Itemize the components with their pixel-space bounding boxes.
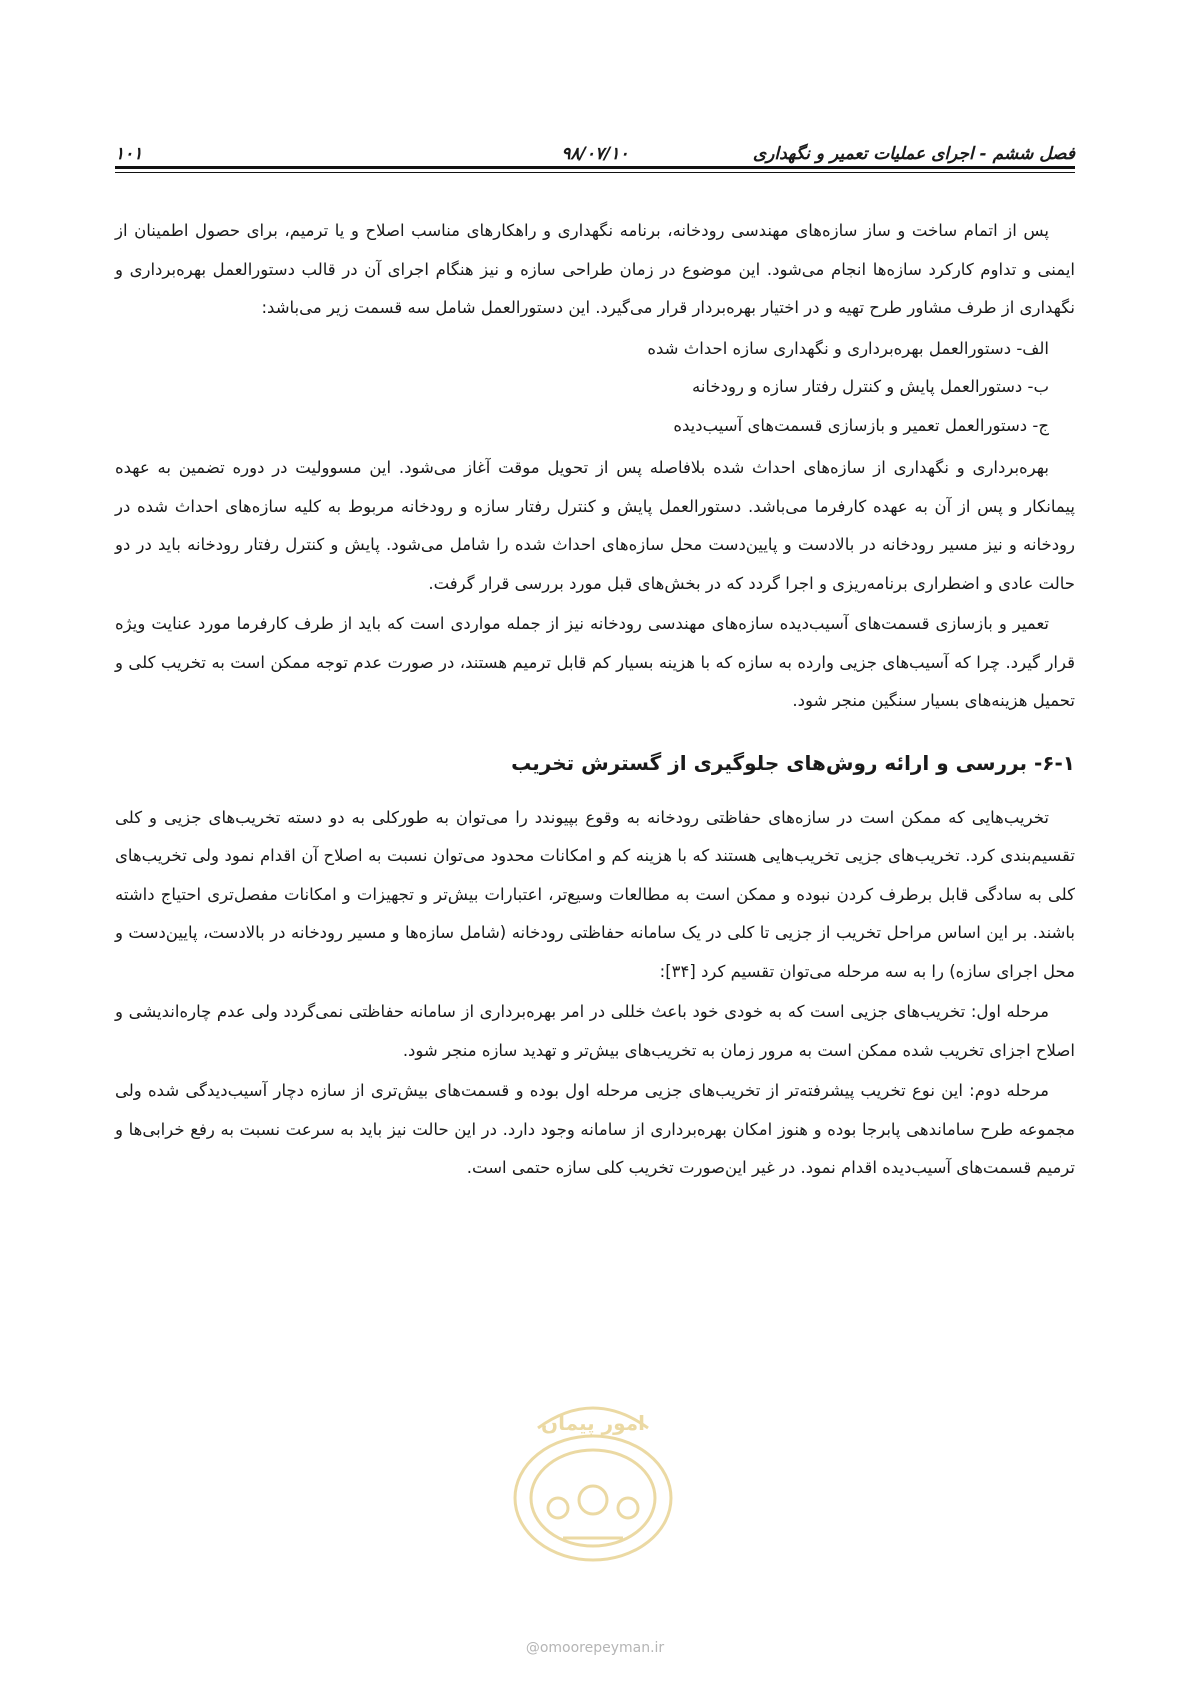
watermark-url: @omoorepeyman.ir xyxy=(525,1640,665,1656)
section-paragraph-1: تخریب‌هایی که ممکن است در سازه‌های حفاظتی رودخانه به وقوع بپیوندد را می‌توان به طورکلی به دو دسته تخریب‌های جزیی و کلی تقسیم‌بندی کرد. تخریب‌های جزیی تخریب‌هایی هستند که با هزینه کم و امکانات محدود می‌توان نسبت به اصلاح آن اقدام نمود ولی تخریب‌های کلی به سادگی قابل برطرف کردن نبوده و ممکن است به مطالعات وسیع‌تر، اعتبارات بیش‌تر و تجهیزات و امکانات مفصل‌تری احتیاج داشته باشند. بر این اساس مراحل تخریب از جزیی تا کلی در یک سامانه حفاظتی رودخانه (شامل سازه‌ها و مسیر رودخانه در بالادست، پایین‌دست و محل اجرای سازه) را به سه مرحله می‌توان تقسیم کرد [۳۴]: xyxy=(115,807,1075,981)
section-heading: ۶-۱- بررسی و ارائه روش‌های جلوگیری از گسترش تخریب xyxy=(511,750,1075,775)
page-number: ۱۰۱ xyxy=(115,144,143,164)
list-item: ج- دستورالعمل تعمیر و بازسازی قسمت‌های آسیب‌دیده xyxy=(673,415,1049,435)
chapter-title: فصل ششم - اجرای عملیات تعمیر و نگهداری xyxy=(752,144,1075,164)
watermark-logo xyxy=(468,1388,718,1578)
intro-paragraph-1: پس از اتمام ساخت و ساز سازه‌های مهندسی رودخانه، برنامه نگهداری و راهکارهای مناسب اصلاح و یا ترمیم، برای حصول اطمینان از ایمنی و تداوم کارکرد سازه‌ها انجام می‌شود. این موضوع در زمان طراحی سازه و نیز هنگام اجرای آن در قالب دستورالعمل بهره‌برداری و نگهداری از طرف مشاور طرح تهیه و در اختیار بهره‌بردار قرار می‌گیرد. این دستورالعمل شامل سه قسمت زیر می‌باشد: xyxy=(115,221,1075,317)
stage-2-paragraph: مرحله دوم: این نوع تخریب پیشرفته‌تر از تخریب‌های جزیی مرحله اول بوده و قسمت‌های بیش‌تری از سازه دچار آسیب‌دیدگی شده ولی مجموعه طرح ساماندهی پابرجا بوده و هنوز امکان بهره‌برداری از سامانه وجود دارد. در این حالت نیز باید به سرعت نسبت به رفع خرابی‌ها و ترمیم قسمت‌های آسیب‌دیده اقدام نمود. در غیر این‌صورت تخریب کلی سازه حتمی است. xyxy=(115,1081,1075,1177)
watermark-logo-text: امور پیمان xyxy=(541,1411,645,1435)
intro-paragraph-2: بهره‌برداری و نگهداری از سازه‌های احداث شده بلافاصله پس از تحویل موقت آغاز می‌شود. این مسوولیت در دوره تضمین به عهده پیمانکار و پس از آن به عهده کارفرما می‌باشد. دستورالعمل پایش و کنترل رفتار سازه و رودخانه مربوط به کلیه سازه‌های احداث شده در رودخانه و نیز مسیر رودخانه در بالادست و پایین‌دست محل سازه‌های احداث شده را شامل می‌شود. پایش و کنترل رفتار رودخانه باید در دو حالت عادی و اضطراری برنامه‌ریزی و اجرا گردد که در بخش‌های قبل مورد بررسی قرار گرفت. xyxy=(115,458,1075,593)
page-header xyxy=(115,128,1075,164)
page-body xyxy=(115,212,1075,1190)
list-item: الف- دستورالعمل بهره‌برداری و نگهداری سازه احداث شده xyxy=(647,338,1049,358)
list-item: ب- دستورالعمل پایش و کنترل رفتار سازه و رودخانه xyxy=(691,377,1049,396)
header-rule-thick xyxy=(115,166,1075,169)
header-date: ۹۸/۰۷/۱۰ xyxy=(561,144,629,164)
intro-paragraph-3: تعمیر و بازسازی قسمت‌های آسیب‌دیده سازه‌های مهندسی رودخانه نیز از جمله مواردی است که باید از طرف کارفرما مورد عنایت ویژه قرار گیرد. چرا که آسیب‌های جزیی وارده به سازه که با هزینه بسیار کم قابل ترمیم هستند، در صورت عدم توجه ممکن است به تخریب کلی و تحمیل هزینه‌های بسیار سنگین منجر شود. xyxy=(115,614,1075,710)
instruction-list xyxy=(115,330,1075,446)
header-rule-thin xyxy=(115,172,1075,173)
stage-1-paragraph: مرحله اول: تخریب‌های جزیی است که به خودی خود باعث خللی در امر بهره‌برداری از سامانه حفاظتی نمی‌گردد ولی عدم چاره‌اندیشی و اصلاح اجزای تخریب شده ممکن است به مرور زمان به تخریب‌های بیش‌تر و تهدید سازه منجر شود. xyxy=(115,1002,1075,1060)
